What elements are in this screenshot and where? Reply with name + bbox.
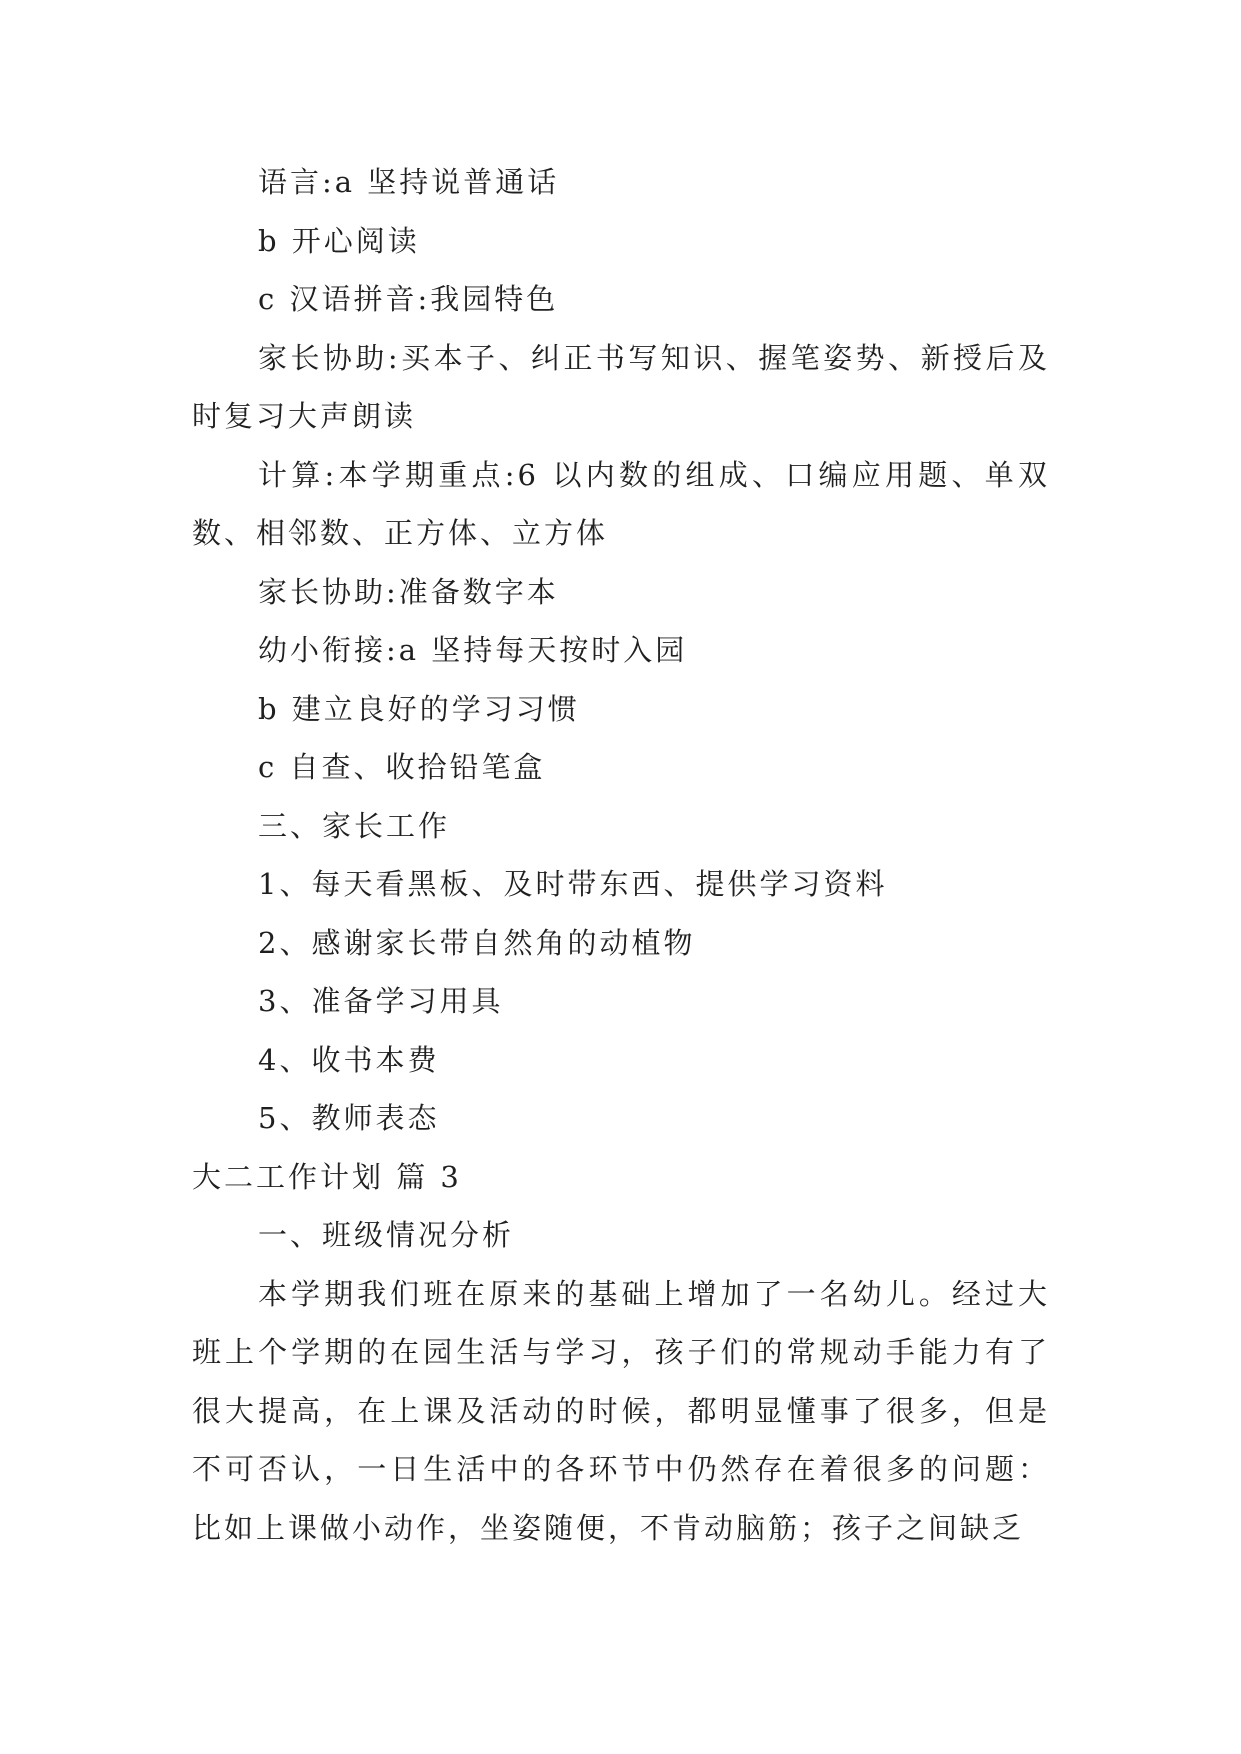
list-item-2: 2、感谢家长带自然角的动植物 [258,925,696,960]
paragraph-pinyin: c 汉语拼音:我园特色 [258,282,559,316]
section-heading-parent-work: 三、家长工作 [258,808,451,843]
list-item-5: 5、教师表态 [258,1101,440,1135]
list-item-1: 1、每天看黑板、及时带东西、提供学习资料 [258,867,888,901]
paragraph-parent-help-math: 家长协助:准备数字本 [258,574,559,609]
paragraph-reading: b 开心阅读 [258,223,420,258]
paragraph-class-analysis: 本学期我们班在原来的基础上增加了一名幼儿。经过大班上个学期的在园生活与学习，孩子们的常规动手能力有了很大提高，在上课及活动的时候，都明显懂事了很多，但是不可否认，一日生活中的各环节中仍然存在着很多的问题：比如上课做小动作，坐姿随便，不肯动脑筋；孩子之间缺乏 [192,1276,1050,1545]
article-title: 大二工作计划 篇 3 [192,1159,462,1194]
list-item-4: 4、收书本费 [258,1042,440,1077]
paragraph-study-habits: b 建立良好的学习习惯 [258,691,580,726]
paragraph-language: 语言:a 坚持说普通话 [258,165,560,199]
list-item-3: 3、准备学习用具 [258,984,504,1018]
paragraph-parent-help-writing: 家长协助:买本子、纠正书写知识、握笔姿势、新授后及时复习大声朗读 [192,340,1050,433]
paragraph-transition: 幼小衔接:a 坚持每天按时入园 [258,633,688,667]
document-body [192,153,1050,1557]
paragraph-math: 计算:本学期重点:6 以内数的组成、口编应用题、单双数、相邻数、正方体、立方体 [192,457,1050,550]
paragraph-pencil-box: c 自查、收拾铅笔盒 [258,750,546,784]
section-heading-class-analysis: 一、班级情况分析 [258,1218,515,1252]
